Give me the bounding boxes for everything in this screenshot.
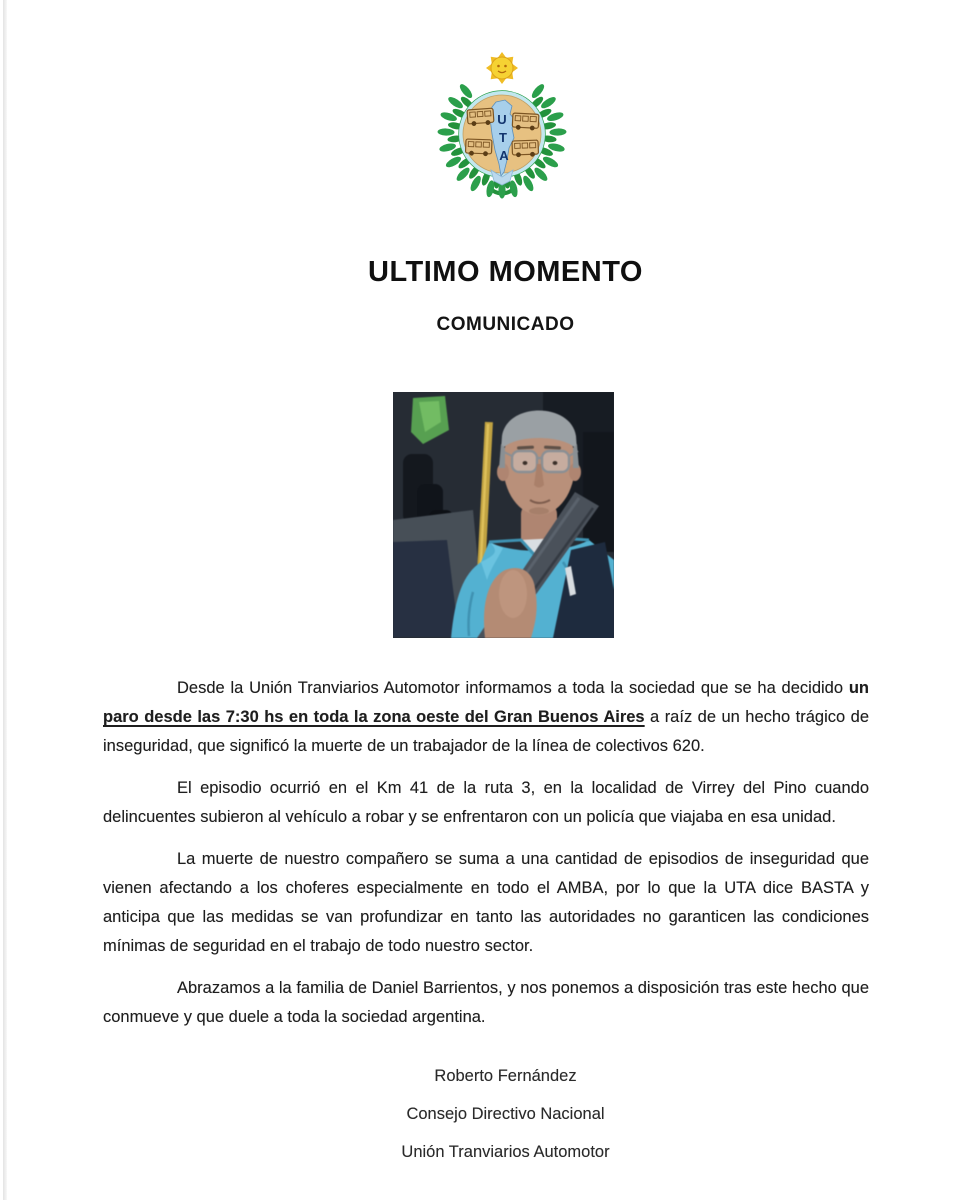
driver-photo bbox=[393, 392, 614, 638]
body-paragraph: La muerte de nuestro compañero se suma a una cantidad de episodios de inseguridad que vienen afectando a los choferes especialmente en todo el AMBA, por lo que la UTA dice BASTA y anticipa que las medidas se van profundizar en tanto las autoridades no garanticen las condiciones mínimas de seguridad en el trabajo de todo nuestro sector. bbox=[103, 850, 869, 955]
signature-organization: Unión Tranviarios Automotor bbox=[401, 1143, 610, 1161]
bus-icon bbox=[512, 113, 539, 131]
logo-letter-t: T bbox=[499, 130, 507, 145]
subheadline: COMUNICADO bbox=[436, 314, 575, 335]
paragraph-emphasis-text: paro desde las 7:30 hs en toda la zona oeste del Gran Buenos Aires bbox=[103, 708, 645, 726]
signature-block bbox=[40, 1066, 971, 1180]
sun-icon bbox=[486, 52, 518, 84]
communique-body bbox=[103, 674, 869, 1045]
logo-letter-u: U bbox=[497, 112, 507, 127]
paragraph-text: Desde la Unión Tranviarios Automotor informamos a toda la sociedad que se ha decidido bbox=[177, 679, 849, 697]
headline: ULTIMO MOMENTO bbox=[368, 256, 643, 288]
logo-letter-a: A bbox=[499, 148, 509, 163]
uta-emblem-logo bbox=[433, 50, 571, 204]
signature-council: Consejo Directivo Nacional bbox=[406, 1105, 605, 1123]
bus-icon bbox=[467, 108, 494, 126]
signature-name: Roberto Fernández bbox=[434, 1067, 577, 1085]
scan-edge-artifact bbox=[3, 0, 7, 1200]
body-paragraph bbox=[103, 674, 869, 761]
body-paragraph: El episodio ocurrió en el Km 41 de la ruta 3, en la localidad de Virrey del Pino cuando delincuentes subieron al vehículo a robar y se enfrentaron con un policía que viajaba en esa unidad. bbox=[103, 779, 869, 826]
bus-icon bbox=[512, 140, 539, 157]
body-paragraph: Abrazamos a la familia de Daniel Barrientos, y nos ponemos a disposición tras este hecho que conmueve y que duele a toda la sociedad argentina. bbox=[103, 979, 869, 1026]
bus-icon bbox=[465, 139, 492, 156]
paragraph-bold-text: un bbox=[848, 679, 869, 697]
paragraph-text: a raíz de un hecho trágico de inseguridad, que significó la muerte de un trabajador de la línea de colectivos 620. bbox=[103, 708, 870, 755]
